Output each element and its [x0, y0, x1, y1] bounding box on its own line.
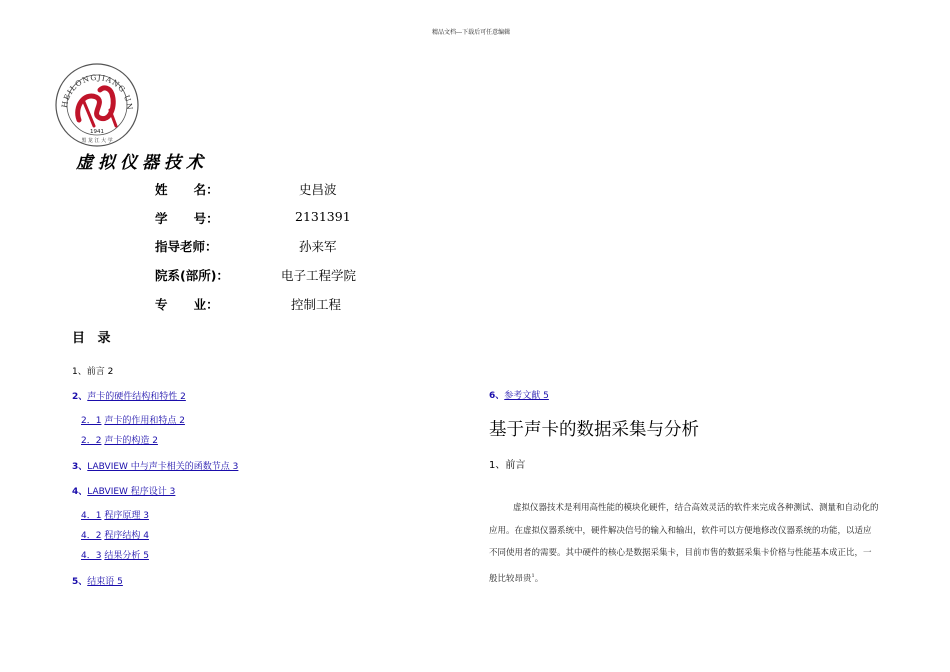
toc-item-1 — [72, 364, 113, 377]
document-title: 虚拟仪器技术 — [76, 153, 208, 173]
info-row-advisor — [155, 237, 475, 257]
toc-item-number[interactable]: 4．3 — [81, 551, 102, 561]
toc-item-4-1[interactable] — [81, 508, 149, 521]
toc-item-6[interactable] — [489, 388, 549, 401]
toc-item-number: 1、 — [72, 367, 87, 377]
info-label: 学 号： — [155, 211, 219, 226]
toc-item-number[interactable]: 4、 — [72, 487, 88, 497]
toc-link[interactable]: 结束语 5 — [87, 577, 123, 587]
info-value: 史昌波 — [299, 182, 337, 197]
toc-item-number[interactable]: 3、 — [72, 462, 88, 472]
info-row-department — [155, 266, 475, 286]
info-value: 2131391 — [295, 209, 351, 224]
info-row-student-id — [155, 209, 475, 229]
toc-item-number[interactable]: 2、 — [72, 392, 88, 402]
toc-item-2-2[interactable] — [81, 433, 158, 446]
paragraph-end-mark: 。 — [534, 573, 544, 584]
toc-item-2-1[interactable] — [81, 413, 185, 426]
info-label: 专 业： — [155, 297, 219, 312]
toc-item-5[interactable] — [72, 574, 123, 587]
toc-link[interactable]: LABVIEW 程序设计 3 — [87, 487, 176, 497]
toc-item-2[interactable] — [72, 389, 186, 402]
toc-link[interactable]: 程序原理 3 — [104, 511, 149, 521]
toc-link[interactable]: LABVIEW 中与声卡相关的函数节点 3 — [87, 462, 239, 472]
page-header: 精品文档---下载后可任意编辑 — [432, 29, 511, 36]
footnote-marker: 1 — [531, 572, 535, 579]
toc-link[interactable]: 结果分析 5 — [104, 551, 149, 561]
toc-link[interactable]: 声卡的硬件结构和特性 2 — [87, 392, 186, 402]
body-paragraph — [489, 497, 879, 590]
university-seal-logo — [54, 62, 140, 148]
toc-item-number[interactable]: 5、 — [72, 577, 88, 587]
toc-title: 目 录 — [72, 331, 115, 346]
toc-item-number[interactable]: 4．2 — [81, 531, 102, 541]
info-label: 院系(部所)： — [155, 268, 229, 283]
toc-item-number[interactable]: 2．1 — [81, 416, 102, 426]
toc-link[interactable]: 程序结构 4 — [104, 531, 149, 541]
toc-item-number[interactable]: 4．1 — [81, 511, 102, 521]
toc-item-text: 前言 2 — [86, 367, 114, 377]
toc-item-4[interactable] — [72, 484, 175, 497]
toc-item-number[interactable]: 6、 — [489, 391, 505, 401]
toc-link[interactable]: 参考文献 5 — [504, 391, 549, 401]
toc-link[interactable]: 声卡的作用和特点 2 — [104, 416, 185, 426]
info-row-major — [155, 295, 475, 315]
svg-text:HEILONGJIANG UNIVERSITY: HEILONGJIANG UN — [59, 72, 135, 111]
toc-item-number[interactable]: 2．2 — [81, 436, 102, 446]
info-value: 孙来军 — [299, 239, 337, 254]
svg-text:1941: 1941 — [90, 129, 104, 135]
section-subheading: 1、前言 — [489, 460, 526, 471]
info-value: 控制工程 — [291, 297, 342, 312]
info-label: 姓 名： — [155, 182, 219, 197]
info-row-name — [155, 180, 475, 200]
info-value: 电子工程学院 — [281, 268, 357, 283]
toc-item-3[interactable] — [72, 459, 238, 472]
paragraph-text: 虚拟仪器技术是利用高性能的模块化硬件，结合高效灵活的软件来完成各种测试、测量和自动化的应用。在虚拟仪器系统中，硬件解决信号的输入和输出，软件可以方便地修改仪器系统的功能，以适应不同使用者的需要。其中硬件的核心是数据采集卡，目前市售的数据采集卡价格与性能基本成正比，一般比较昂贵 — [489, 503, 879, 584]
toc-link[interactable]: 声卡的构造 2 — [104, 436, 158, 446]
svg-text:黑 龙 江 大 学: 黑 龙 江 大 学 — [81, 138, 113, 144]
section-title: 基于声卡的数据采集与分析 — [489, 420, 699, 440]
info-label: 指导老师： — [155, 239, 218, 254]
toc-item-4-3[interactable] — [81, 548, 149, 561]
toc-item-4-2[interactable] — [81, 528, 149, 541]
